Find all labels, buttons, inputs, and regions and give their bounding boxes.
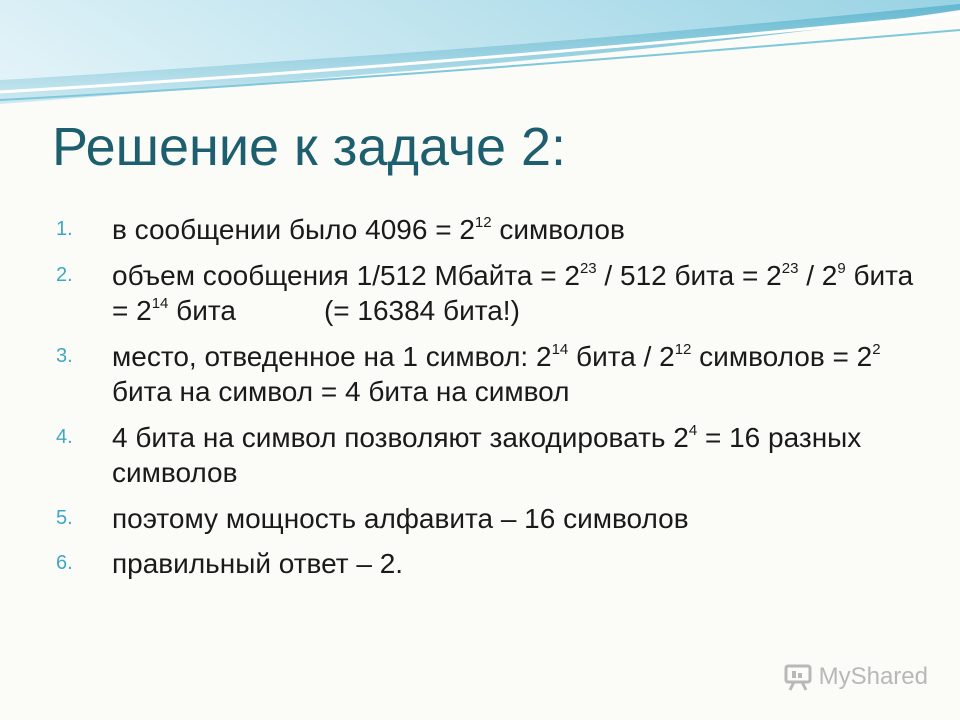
watermark-logo [783,662,928,692]
solution-steps-list [56,212,916,592]
step-number: 6. [56,552,73,575]
watermark-text: MyShared [818,663,928,690]
step-number: 2. [56,263,73,286]
step-number: 5. [56,506,73,529]
step-text: место, отведенное на 1 символ: $2^{14}$ бита / $2^{12}$ символов = $2^2$ бита на символ = 4 бита на символ [112,340,881,408]
presentation-screen-icon [783,662,813,692]
list-item [56,258,916,329]
step-text: поэтому мощность алфавита – 16 символов [112,502,689,534]
list-item [56,420,916,491]
list-item [56,339,916,410]
step-text: правильный ответ – 2. [112,548,404,580]
decorative-wave-header [0,0,960,120]
list-item [56,501,916,537]
step-number: 3. [56,344,73,367]
slide-title: Решение к задаче 2: [52,117,567,177]
step-text: 4 бита на символ позволяют закодировать $2^4 = 16$ разных символов [112,421,862,489]
step-text: объем сообщения 1/512 Мбайта = $2^{23} / 512$ бита = $2^{23} / 2^9$ бита = $2^{14}$ бита (= 16384 бита!) [112,259,914,327]
step-number: 4. [56,425,73,448]
step-text: в сообщении было $4096 = 2^{12}$ символов [112,214,625,245]
step-number: 1. [56,218,73,240]
list-item [56,212,916,248]
list-item [56,546,916,582]
